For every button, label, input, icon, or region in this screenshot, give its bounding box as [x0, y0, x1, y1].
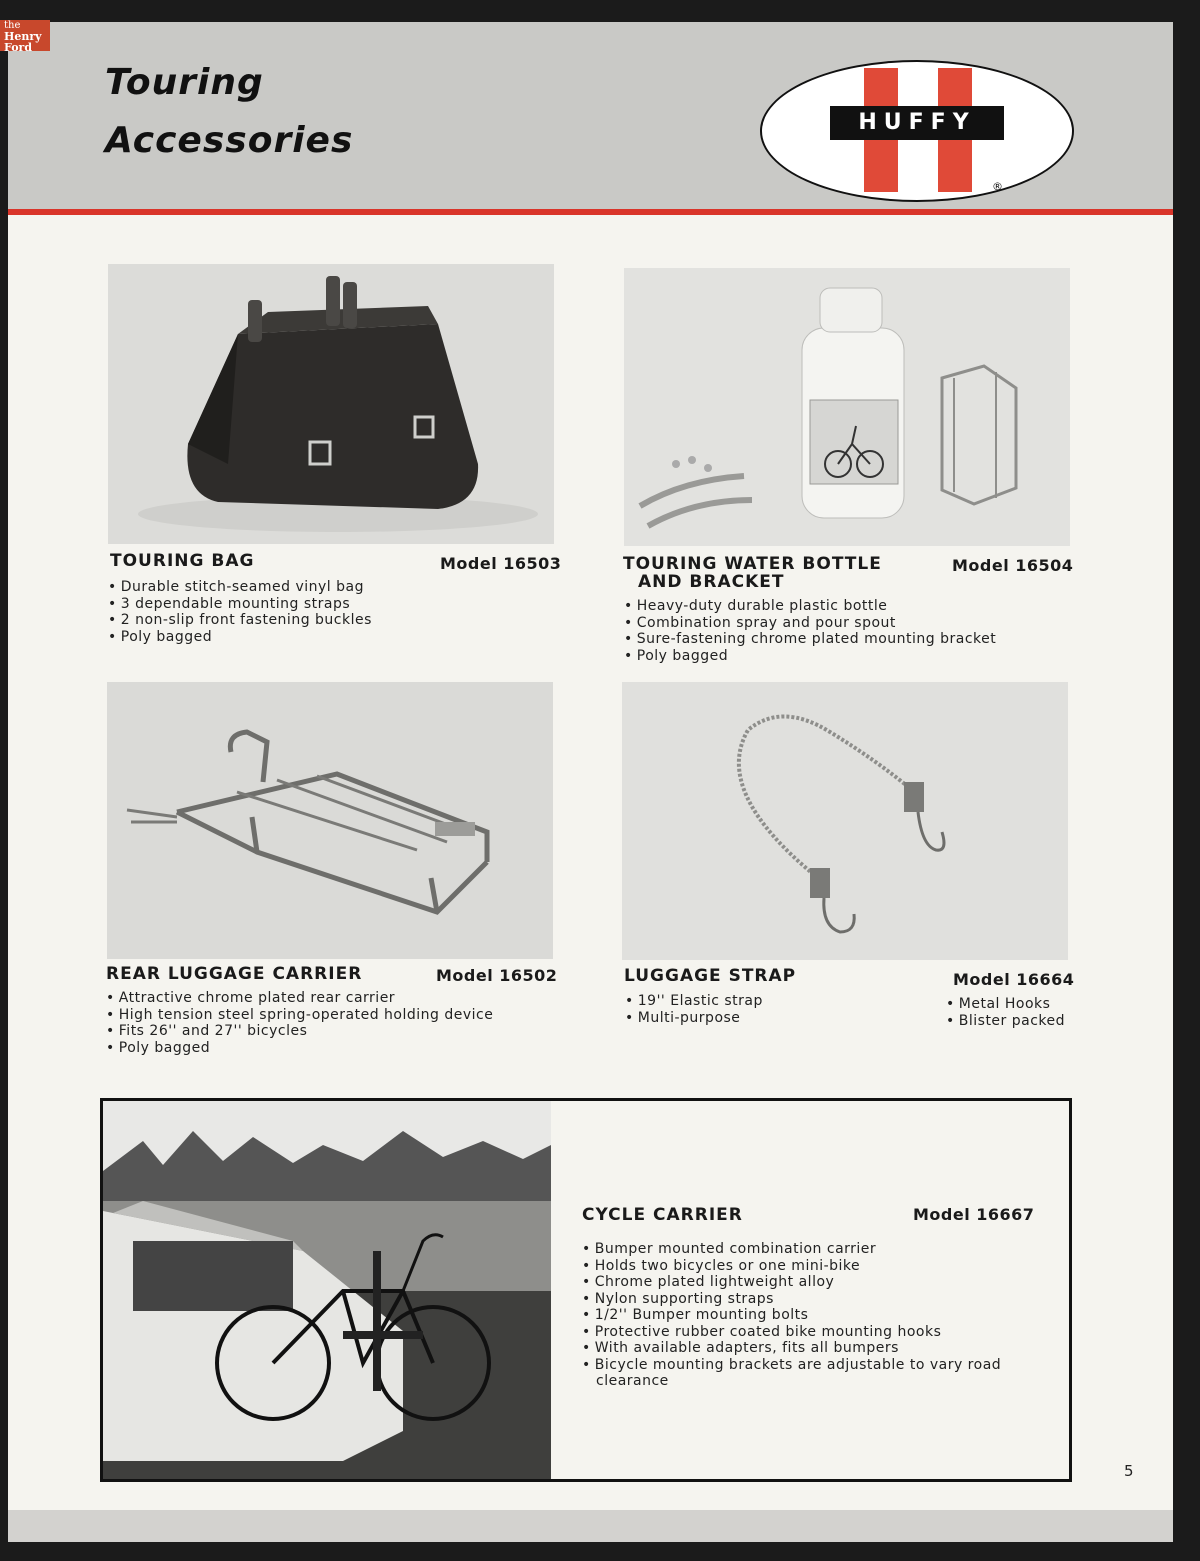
feature-item: • Nylon supporting straps: [582, 1291, 1001, 1308]
feature-item: • Combination spray and pour spout: [624, 615, 996, 632]
water-bottle-name-line-2: AND BRACKET: [638, 572, 785, 592]
touring-bag-model: Model 16503: [440, 554, 562, 573]
feature-item: • High tension steel spring-operated holding device: [106, 1007, 493, 1024]
feature-item: • Bicycle mounting brackets are adjustable to vary road: [582, 1357, 1001, 1374]
luggage-carrier-photo: [107, 682, 553, 959]
feature-item: • Poly bagged: [108, 629, 372, 646]
cycle-carrier-panel: [100, 1098, 1072, 1482]
water-bottle-name-line-1: TOURING WATER BOTTLE: [623, 554, 882, 574]
feature-item: • Metal Hooks: [946, 996, 1065, 1013]
huffy-logo: [760, 60, 1074, 202]
feature-item: • Fits 26'' and 27'' bicycles: [106, 1023, 493, 1040]
museum-mark-line-2: Henry: [4, 30, 42, 43]
cycle-carrier-photo: [103, 1101, 551, 1479]
luggage-strap-features-right: [946, 996, 1065, 1029]
luggage-strap-name: LUGGAGE STRAP: [624, 966, 797, 986]
feature-item: • Holds two bicycles or one mini-bike: [582, 1258, 1001, 1275]
feature-item: • With available adapters, fits all bumpers: [582, 1340, 1001, 1357]
touring-bag-photo: [108, 264, 554, 544]
bottom-band: [8, 1510, 1173, 1542]
feature-item: • Attractive chrome plated rear carrier: [106, 990, 493, 1007]
touring-bag-features: [108, 579, 372, 645]
feature-item: • Multi-purpose: [625, 1010, 763, 1027]
cycle-carrier-name: CYCLE CARRIER: [582, 1205, 743, 1225]
water-bottle-model: Model 16504: [952, 556, 1074, 575]
feature-item: • 2 non-slip front fastening buckles: [108, 612, 372, 629]
page-title-line-2: Accessories: [105, 120, 354, 161]
museum-mark-line-3: Ford: [4, 41, 33, 54]
feature-item: • Protective rubber coated bike mounting hooks: [582, 1324, 1001, 1341]
feature-item: • 1/2'' Bumper mounting bolts: [582, 1307, 1001, 1324]
page-title-line-1: Touring: [105, 62, 264, 103]
page-number: 5: [1124, 1462, 1134, 1480]
feature-item: • Durable stitch-seamed vinyl bag: [108, 579, 372, 596]
luggage-strap-model: Model 16664: [953, 970, 1075, 989]
luggage-carrier-model: Model 16502: [436, 966, 558, 985]
catalog-page: [8, 22, 1173, 1542]
henry-ford-museum-mark: [0, 20, 50, 54]
registered-mark: ®: [992, 180, 1003, 193]
luggage-strap-photo: [622, 682, 1068, 960]
museum-mark-line-1: the: [4, 20, 21, 31]
feature-item: • 19'' Elastic strap: [625, 993, 763, 1010]
feature-item: • Chrome plated lightweight alloy: [582, 1274, 1001, 1291]
water-bottle-photo: [624, 268, 1070, 546]
touring-bag-name: TOURING BAG: [110, 551, 255, 571]
feature-item-continuation: clearance: [596, 1373, 669, 1389]
cycle-carrier-model: Model 16667: [913, 1205, 1035, 1224]
header-red-rule: [8, 209, 1173, 215]
water-bottle-features: [624, 598, 996, 664]
cycle-carrier-features: [582, 1241, 1001, 1390]
feature-item: • Blister packed: [946, 1013, 1065, 1030]
feature-item: • Bumper mounted combination carrier: [582, 1241, 1001, 1258]
luggage-strap-features-left: [625, 993, 763, 1026]
luggage-carrier-features: [106, 990, 493, 1056]
logo-brand-plate: HUFFY: [830, 106, 1004, 140]
feature-item: • Sure-fastening chrome plated mounting bracket: [624, 631, 996, 648]
luggage-carrier-name: REAR LUGGAGE CARRIER: [106, 964, 363, 984]
feature-item: • Heavy-duty durable plastic bottle: [624, 598, 996, 615]
feature-item: • 3 dependable mounting straps: [108, 596, 372, 613]
feature-item: • Poly bagged: [106, 1040, 493, 1057]
feature-item: • Poly bagged: [624, 648, 996, 665]
